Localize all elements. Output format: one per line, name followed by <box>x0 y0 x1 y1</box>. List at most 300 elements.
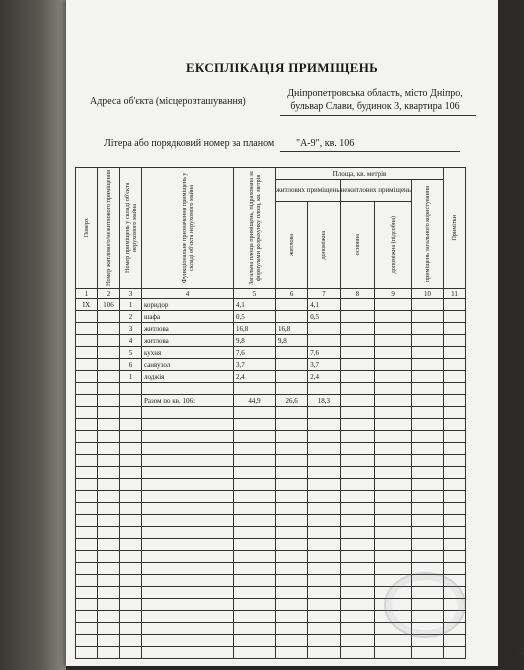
empty-cell <box>98 623 120 635</box>
empty-cell <box>444 503 466 515</box>
empty-cell <box>444 407 466 419</box>
empty-cell <box>98 467 120 479</box>
empty-cell <box>412 443 444 455</box>
empty-cell <box>375 491 412 503</box>
empty-cell <box>340 455 375 467</box>
empty-cell <box>340 623 375 635</box>
empty-row <box>76 419 466 431</box>
empty-cell <box>76 455 98 467</box>
empty-cell <box>444 515 466 527</box>
cell-notes <box>444 347 466 359</box>
empty-cell <box>234 551 276 563</box>
empty-cell <box>142 431 234 443</box>
empty-cell <box>234 539 276 551</box>
empty-cell <box>340 479 375 491</box>
empty-cell <box>444 395 466 407</box>
empty-cell <box>234 467 276 479</box>
empty-cell <box>234 563 276 575</box>
empty-cell <box>276 455 308 467</box>
empty-cell <box>412 503 444 515</box>
empty-cell <box>76 515 98 527</box>
empty-cell <box>412 419 444 431</box>
empty-cell <box>98 575 120 587</box>
empty-cell <box>412 551 444 563</box>
empty-cell <box>412 455 444 467</box>
litera-underline <box>280 151 460 152</box>
empty-cell <box>444 443 466 455</box>
cell-floor <box>76 335 98 347</box>
empty-cell <box>444 563 466 575</box>
cell-unit <box>98 311 120 323</box>
cell-main <box>340 371 375 383</box>
empty-cell <box>98 395 120 407</box>
empty-cell <box>444 431 466 443</box>
empty-cell <box>76 395 98 407</box>
empty-cell <box>142 623 234 635</box>
empty-cell <box>98 431 120 443</box>
empty-cell <box>375 383 412 395</box>
empty-cell <box>98 587 120 599</box>
empty-cell <box>375 407 412 419</box>
cell-total: 4,1 <box>234 299 276 311</box>
empty-cell <box>98 443 120 455</box>
address-line-2: бульвар Слави, будинок 3, квартира 106 <box>290 101 460 112</box>
empty-cell <box>375 635 412 647</box>
empty-cell <box>308 491 340 503</box>
cell-purpose: санвузол <box>142 359 234 371</box>
empty-row <box>76 527 466 539</box>
address-label: Адреса об'єкта (місцерозташування) <box>90 96 246 107</box>
cell-total: 2,4 <box>234 371 276 383</box>
cell-main <box>340 299 375 311</box>
empty-cell <box>340 539 375 551</box>
empty-cell <box>276 431 308 443</box>
empty-cell <box>76 383 98 395</box>
empty-cell <box>308 515 340 527</box>
empty-cell <box>276 407 308 419</box>
empty-cell <box>142 551 234 563</box>
empty-cell <box>142 587 234 599</box>
empty-cell <box>340 635 375 647</box>
empty-cell <box>412 407 444 419</box>
cell-floor: IX <box>76 299 98 311</box>
empty-cell <box>98 635 120 647</box>
empty-cell <box>375 467 412 479</box>
empty-cell <box>276 587 308 599</box>
empty-cell <box>120 407 142 419</box>
empty-cell <box>412 539 444 551</box>
empty-cell <box>76 467 98 479</box>
empty-cell <box>120 587 142 599</box>
document-page <box>66 0 524 666</box>
table-row <box>76 371 466 383</box>
cell-common <box>412 323 444 335</box>
cell-room: 1 <box>120 299 142 311</box>
empty-cell <box>308 647 340 659</box>
cell-main <box>340 359 375 371</box>
empty-cell <box>142 575 234 587</box>
cell-auxiliary <box>308 323 340 335</box>
cell-living: 16,8 <box>276 323 308 335</box>
empty-cell <box>120 467 142 479</box>
cell-purpose: коридор <box>142 299 234 311</box>
empty-cell <box>76 551 98 563</box>
empty-cell <box>142 455 234 467</box>
cell-common <box>412 299 444 311</box>
empty-cell <box>412 527 444 539</box>
empty-cell <box>340 551 375 563</box>
cell-notes <box>444 371 466 383</box>
empty-cell <box>98 515 120 527</box>
address-value <box>280 87 470 113</box>
empty-cell <box>234 407 276 419</box>
empty-cell <box>308 599 340 611</box>
empty-cell <box>444 527 466 539</box>
total-area: 44,9 <box>234 395 276 407</box>
empty-cell <box>142 491 234 503</box>
document-title: ЕКСПЛІКАЦІЯ ПРИМІЩЕНЬ <box>185 60 379 75</box>
cell-notes <box>444 359 466 371</box>
empty-cell <box>142 647 234 659</box>
empty-cell <box>276 611 308 623</box>
column-number: 6 <box>276 289 308 299</box>
empty-cell <box>375 395 412 407</box>
empty-cell <box>76 407 98 419</box>
empty-cell <box>375 539 412 551</box>
empty-cell <box>76 479 98 491</box>
column-number: 10 <box>412 289 444 299</box>
cell-unit <box>98 323 120 335</box>
cell-common <box>412 371 444 383</box>
cell-total: 7,6 <box>234 347 276 359</box>
empty-row <box>76 407 466 419</box>
empty-cell <box>340 647 375 659</box>
empty-cell <box>340 407 375 419</box>
cell-room: 4 <box>120 335 142 347</box>
column-number: 7 <box>308 289 340 299</box>
cell-unit: 106 <box>98 299 120 311</box>
empty-cell <box>120 515 142 527</box>
empty-cell <box>120 647 142 659</box>
header-total-area: Загальна площа приміщень, підрахована за формулами розрахунку площ, кв. метрів <box>234 168 276 289</box>
cell-notes <box>444 323 466 335</box>
column-number: 9 <box>375 289 412 299</box>
total-living: 26,6 <box>276 395 308 407</box>
cell-room: 1 <box>120 371 142 383</box>
binder-edge <box>0 0 66 670</box>
empty-cell <box>120 419 142 431</box>
empty-cell <box>234 587 276 599</box>
empty-row <box>76 455 466 467</box>
empty-cell <box>340 527 375 539</box>
empty-cell <box>120 539 142 551</box>
empty-cell <box>444 383 466 395</box>
empty-cell <box>76 623 98 635</box>
empty-cell <box>412 467 444 479</box>
empty-cell <box>308 467 340 479</box>
cell-floor <box>76 323 98 335</box>
cell-floor <box>76 347 98 359</box>
empty-cell <box>375 647 412 659</box>
empty-cell <box>142 539 234 551</box>
cell-main <box>340 347 375 359</box>
empty-row <box>76 515 466 527</box>
empty-cell <box>340 383 375 395</box>
empty-cell <box>308 623 340 635</box>
empty-cell <box>76 647 98 659</box>
cell-living <box>276 347 308 359</box>
empty-cell <box>142 383 234 395</box>
empty-cell <box>412 515 444 527</box>
empty-cell <box>308 503 340 515</box>
empty-cell <box>340 431 375 443</box>
empty-cell <box>308 407 340 419</box>
table-row <box>76 335 466 347</box>
empty-cell <box>142 467 234 479</box>
empty-cell <box>340 443 375 455</box>
empty-cell <box>276 443 308 455</box>
empty-cell <box>76 611 98 623</box>
cell-total: 3,7 <box>234 359 276 371</box>
empty-cell <box>142 563 234 575</box>
empty-cell <box>76 491 98 503</box>
empty-cell <box>412 647 444 659</box>
empty-cell <box>234 635 276 647</box>
empty-cell <box>308 383 340 395</box>
header-living-group: житлових приміщень <box>276 180 341 202</box>
empty-cell <box>120 599 142 611</box>
empty-cell <box>412 383 444 395</box>
empty-cell <box>234 503 276 515</box>
empty-cell <box>142 443 234 455</box>
empty-cell <box>308 635 340 647</box>
empty-cell <box>308 455 340 467</box>
empty-cell <box>276 575 308 587</box>
table-row <box>76 323 466 335</box>
empty-cell <box>142 479 234 491</box>
empty-cell <box>276 527 308 539</box>
empty-row <box>76 551 466 563</box>
empty-cell <box>76 527 98 539</box>
empty-cell <box>76 635 98 647</box>
empty-cell <box>412 491 444 503</box>
empty-cell <box>234 647 276 659</box>
empty-cell <box>98 419 120 431</box>
empty-cell <box>234 431 276 443</box>
empty-cell <box>142 599 234 611</box>
empty-cell <box>375 503 412 515</box>
empty-cell <box>120 455 142 467</box>
empty-cell <box>412 395 444 407</box>
address-underline <box>280 115 476 116</box>
total-auxiliary: 18,3 <box>308 395 340 407</box>
empty-row <box>76 563 466 575</box>
empty-cell <box>308 575 340 587</box>
empty-row <box>76 431 466 443</box>
empty-cell <box>375 551 412 563</box>
empty-cell <box>276 623 308 635</box>
empty-cell <box>98 599 120 611</box>
empty-cell <box>340 515 375 527</box>
cell-auxiliary-2 <box>375 311 412 323</box>
empty-cell <box>234 527 276 539</box>
empty-cell <box>444 647 466 659</box>
empty-cell <box>234 443 276 455</box>
empty-cell <box>340 419 375 431</box>
empty-cell <box>375 431 412 443</box>
empty-cell <box>120 491 142 503</box>
empty-cell <box>234 455 276 467</box>
cell-floor <box>76 371 98 383</box>
page-number: 3 <box>518 644 524 658</box>
cell-auxiliary: 2,4 <box>308 371 340 383</box>
cell-main <box>340 323 375 335</box>
header-nonliving-group: нежитлових приміщень <box>340 180 411 202</box>
empty-cell <box>276 467 308 479</box>
empty-cell <box>120 527 142 539</box>
cell-total: 0,5 <box>234 311 276 323</box>
empty-cell <box>234 623 276 635</box>
column-number: 4 <box>142 289 234 299</box>
cell-unit <box>98 347 120 359</box>
empty-cell <box>412 479 444 491</box>
empty-cell <box>276 599 308 611</box>
empty-cell <box>444 467 466 479</box>
header-unit-number: Номер житлового/нежитлового приміщення <box>98 168 120 289</box>
empty-cell <box>340 395 375 407</box>
empty-cell <box>98 527 120 539</box>
empty-cell <box>340 503 375 515</box>
cell-room: 2 <box>120 311 142 323</box>
empty-cell <box>444 491 466 503</box>
empty-cell <box>98 611 120 623</box>
cell-total: 16,8 <box>234 323 276 335</box>
empty-cell <box>444 539 466 551</box>
cell-living <box>276 359 308 371</box>
empty-cell <box>308 479 340 491</box>
empty-cell <box>375 515 412 527</box>
cell-common <box>412 335 444 347</box>
empty-row <box>76 491 466 503</box>
empty-cell <box>276 635 308 647</box>
column-number: 8 <box>340 289 375 299</box>
empty-cell <box>120 563 142 575</box>
empty-cell <box>308 527 340 539</box>
empty-row <box>76 539 466 551</box>
cell-auxiliary: 4,1 <box>308 299 340 311</box>
cell-living <box>276 371 308 383</box>
empty-cell <box>375 527 412 539</box>
cell-unit <box>98 335 120 347</box>
empty-cell <box>276 515 308 527</box>
empty-cell <box>276 647 308 659</box>
empty-cell <box>76 563 98 575</box>
header-living: житлова <box>276 202 308 289</box>
empty-cell <box>76 539 98 551</box>
official-stamp <box>384 572 466 638</box>
empty-cell <box>308 611 340 623</box>
cell-auxiliary-2 <box>375 299 412 311</box>
empty-cell <box>120 479 142 491</box>
empty-cell <box>234 383 276 395</box>
empty-cell <box>276 491 308 503</box>
empty-cell <box>444 419 466 431</box>
empty-cell <box>120 383 142 395</box>
cell-notes <box>444 335 466 347</box>
column-number: 2 <box>98 289 120 299</box>
empty-cell <box>120 551 142 563</box>
empty-cell <box>444 551 466 563</box>
cell-purpose: кухня <box>142 347 234 359</box>
empty-cell <box>76 599 98 611</box>
cell-notes <box>444 299 466 311</box>
litera-label: Літера або порядковий номер за планом <box>104 138 275 149</box>
empty-cell <box>340 587 375 599</box>
empty-cell <box>444 635 466 647</box>
empty-cell <box>444 479 466 491</box>
empty-cell <box>98 479 120 491</box>
empty-cell <box>120 611 142 623</box>
empty-cell <box>276 503 308 515</box>
empty-cell <box>375 563 412 575</box>
header-room-number: Номер приміщень у складі об'єкта нерухомого майна <box>120 168 142 289</box>
empty-cell <box>375 455 412 467</box>
cell-auxiliary-2 <box>375 347 412 359</box>
cell-main <box>340 311 375 323</box>
empty-cell <box>142 515 234 527</box>
empty-cell <box>234 491 276 503</box>
total-row <box>76 395 466 407</box>
header-auxiliary-2: допоміжна (підсобна) <box>375 202 412 289</box>
cell-common <box>412 347 444 359</box>
empty-cell <box>142 503 234 515</box>
empty-row <box>76 635 466 647</box>
empty-cell <box>444 455 466 467</box>
cell-living: 9,8 <box>276 335 308 347</box>
empty-row <box>76 467 466 479</box>
header-main: основна <box>340 202 375 289</box>
empty-cell <box>98 383 120 395</box>
empty-cell <box>142 419 234 431</box>
empty-cell <box>234 479 276 491</box>
column-number: 11 <box>444 289 466 299</box>
cell-purpose: лоджія <box>142 371 234 383</box>
empty-cell <box>142 635 234 647</box>
empty-cell <box>76 431 98 443</box>
empty-cell <box>308 443 340 455</box>
cell-unit <box>98 371 120 383</box>
address-line-1: Дніпропетровська область, місто Дніпро, <box>287 88 463 99</box>
empty-cell <box>340 611 375 623</box>
total-label: Разом по кв. 106: <box>142 395 234 407</box>
empty-cell <box>76 443 98 455</box>
empty-cell <box>276 551 308 563</box>
empty-cell <box>142 611 234 623</box>
empty-cell <box>98 539 120 551</box>
cell-main <box>340 335 375 347</box>
cell-auxiliary-2 <box>375 359 412 371</box>
empty-cell <box>120 503 142 515</box>
column-number: 3 <box>120 289 142 299</box>
cell-floor <box>76 311 98 323</box>
empty-cell <box>276 479 308 491</box>
empty-cell <box>142 527 234 539</box>
empty-cell <box>340 467 375 479</box>
empty-cell <box>120 431 142 443</box>
empty-cell <box>98 407 120 419</box>
cell-common <box>412 311 444 323</box>
cell-auxiliary <box>308 335 340 347</box>
